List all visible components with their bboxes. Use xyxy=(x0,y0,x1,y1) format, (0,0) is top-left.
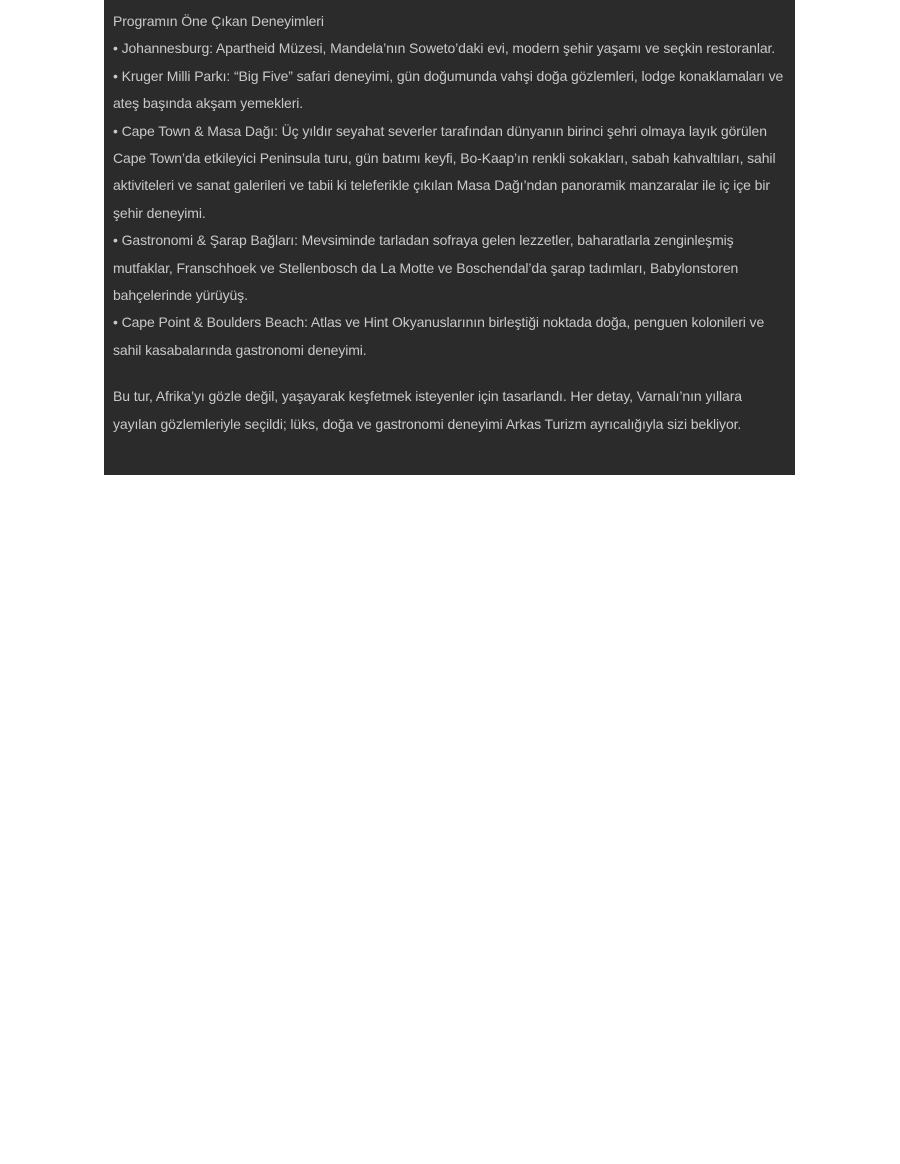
closing-paragraph: Bu tur, Afrika’yı gözle değil, yaşayarak keşfetmek isteyenler için tasarlandı. Her detay, Varnalı’nın yıllara yayılan gözlemleriyle seçildi; lüks, doğa ve gastronomi deneyimi Arkas Turizm ayrıcalığıyla sizi bekliyor. xyxy=(113,388,742,432)
tour-description-panel xyxy=(104,0,795,475)
highlight-item-cape-town: • Cape Town & Masa Dağı: Üç yıldır seyahat severler tarafından dünyanın birinci şehri olmaya layık görülen Cape Town’da etkileyici Peninsula turu, gün batımı keyfi, Bo-Kaap’ın renkli sokakları, sabah kahvaltıları, sahil aktiviteleri ve sanat galerileri ve tabii ki teleferikle çıkılan Masa Dağı’ndan panoramik manzaralar ile iç içe bir şehir deneyimi. xyxy=(113,122,776,221)
highlight-item-kruger: • Kruger Milli Parkı: “Big Five” safari deneyimi, gün doğumunda vahşi doğa gözlemleri, lodge konaklamaları ve ateş başında akşam yemekleri. xyxy=(113,67,784,112)
highlight-item-cape-point: • Cape Point & Boulders Beach: Atlas ve Hint Okyanuslarının birleştiği noktada doğa, penguen kolonileri ve sahil kasabalarında gastronomi deneyimi. xyxy=(113,314,765,358)
highlights-heading: Programın Öne Çıkan Deneyimleri xyxy=(113,13,324,29)
highlight-item-johannesburg: • Johannesburg: Apartheid Müzesi, Mandela’nın Soweto’daki evi, modern şehir yaşamı ve seçkin restoranlar. xyxy=(113,40,776,57)
highlight-item-gastronomy: • Gastronomi & Şarap Bağları: Mevsiminde tarladan sofraya gelen lezzetler, baharatlarla zenginleşmiş mutfaklar, Franschhoek ve Stellenbosch da La Motte ve Boschendal’da şarap tadımları, Babylonstoren bahçelerinde yürüyüş. xyxy=(113,232,739,304)
